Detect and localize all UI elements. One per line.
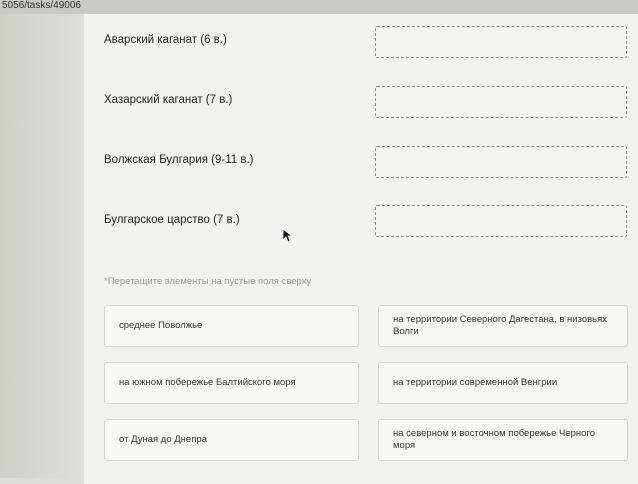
option-card[interactable]	[104, 362, 359, 404]
drag-hint	[104, 276, 311, 287]
option-card[interactable]	[104, 419, 359, 461]
drop-zone-avar[interactable]	[375, 26, 627, 58]
option-card[interactable]	[378, 362, 628, 404]
option-card[interactable]	[104, 305, 359, 347]
option-text: на южном побережье Балтийского моря	[119, 377, 296, 388]
task-page	[84, 14, 638, 484]
option-card[interactable]	[378, 419, 628, 461]
address-bar[interactable]	[0, 0, 638, 14]
option-text: среднее Поволжье	[119, 320, 203, 331]
drag-hint-text: Перетащите элементы на пустые поля сверху	[107, 276, 312, 287]
target-label-khazar: Хазарский каганат (7 в.)	[104, 94, 233, 106]
drop-zone-bulgarian-kingdom[interactable]	[375, 205, 627, 237]
target-label-avar: Аварский каганат (6 в.)	[104, 34, 227, 46]
page-margin	[0, 14, 84, 478]
asterisk: *	[104, 276, 108, 287]
option-text: от Дуная до Днепра	[119, 434, 207, 445]
target-label-bulgarian-kingdom: Булгарское царство (7 в.)	[104, 214, 240, 226]
drop-zone-khazar[interactable]	[375, 86, 627, 118]
target-label-volga-bulgaria: Волжская Булгария (9-11 в.)	[104, 154, 254, 166]
mouse-cursor-icon	[283, 229, 293, 243]
option-text: на территории современной Венгрии	[393, 377, 558, 388]
option-card[interactable]	[378, 305, 628, 347]
option-text: на северном и восточном побережье Черного моря	[393, 428, 596, 451]
drop-zone-volga-bulgaria[interactable]	[375, 146, 627, 178]
url-text: 5056/tasks/49006	[2, 0, 81, 11]
option-text: на территории Северного Дагестана, в низовьях Волги	[393, 314, 608, 337]
